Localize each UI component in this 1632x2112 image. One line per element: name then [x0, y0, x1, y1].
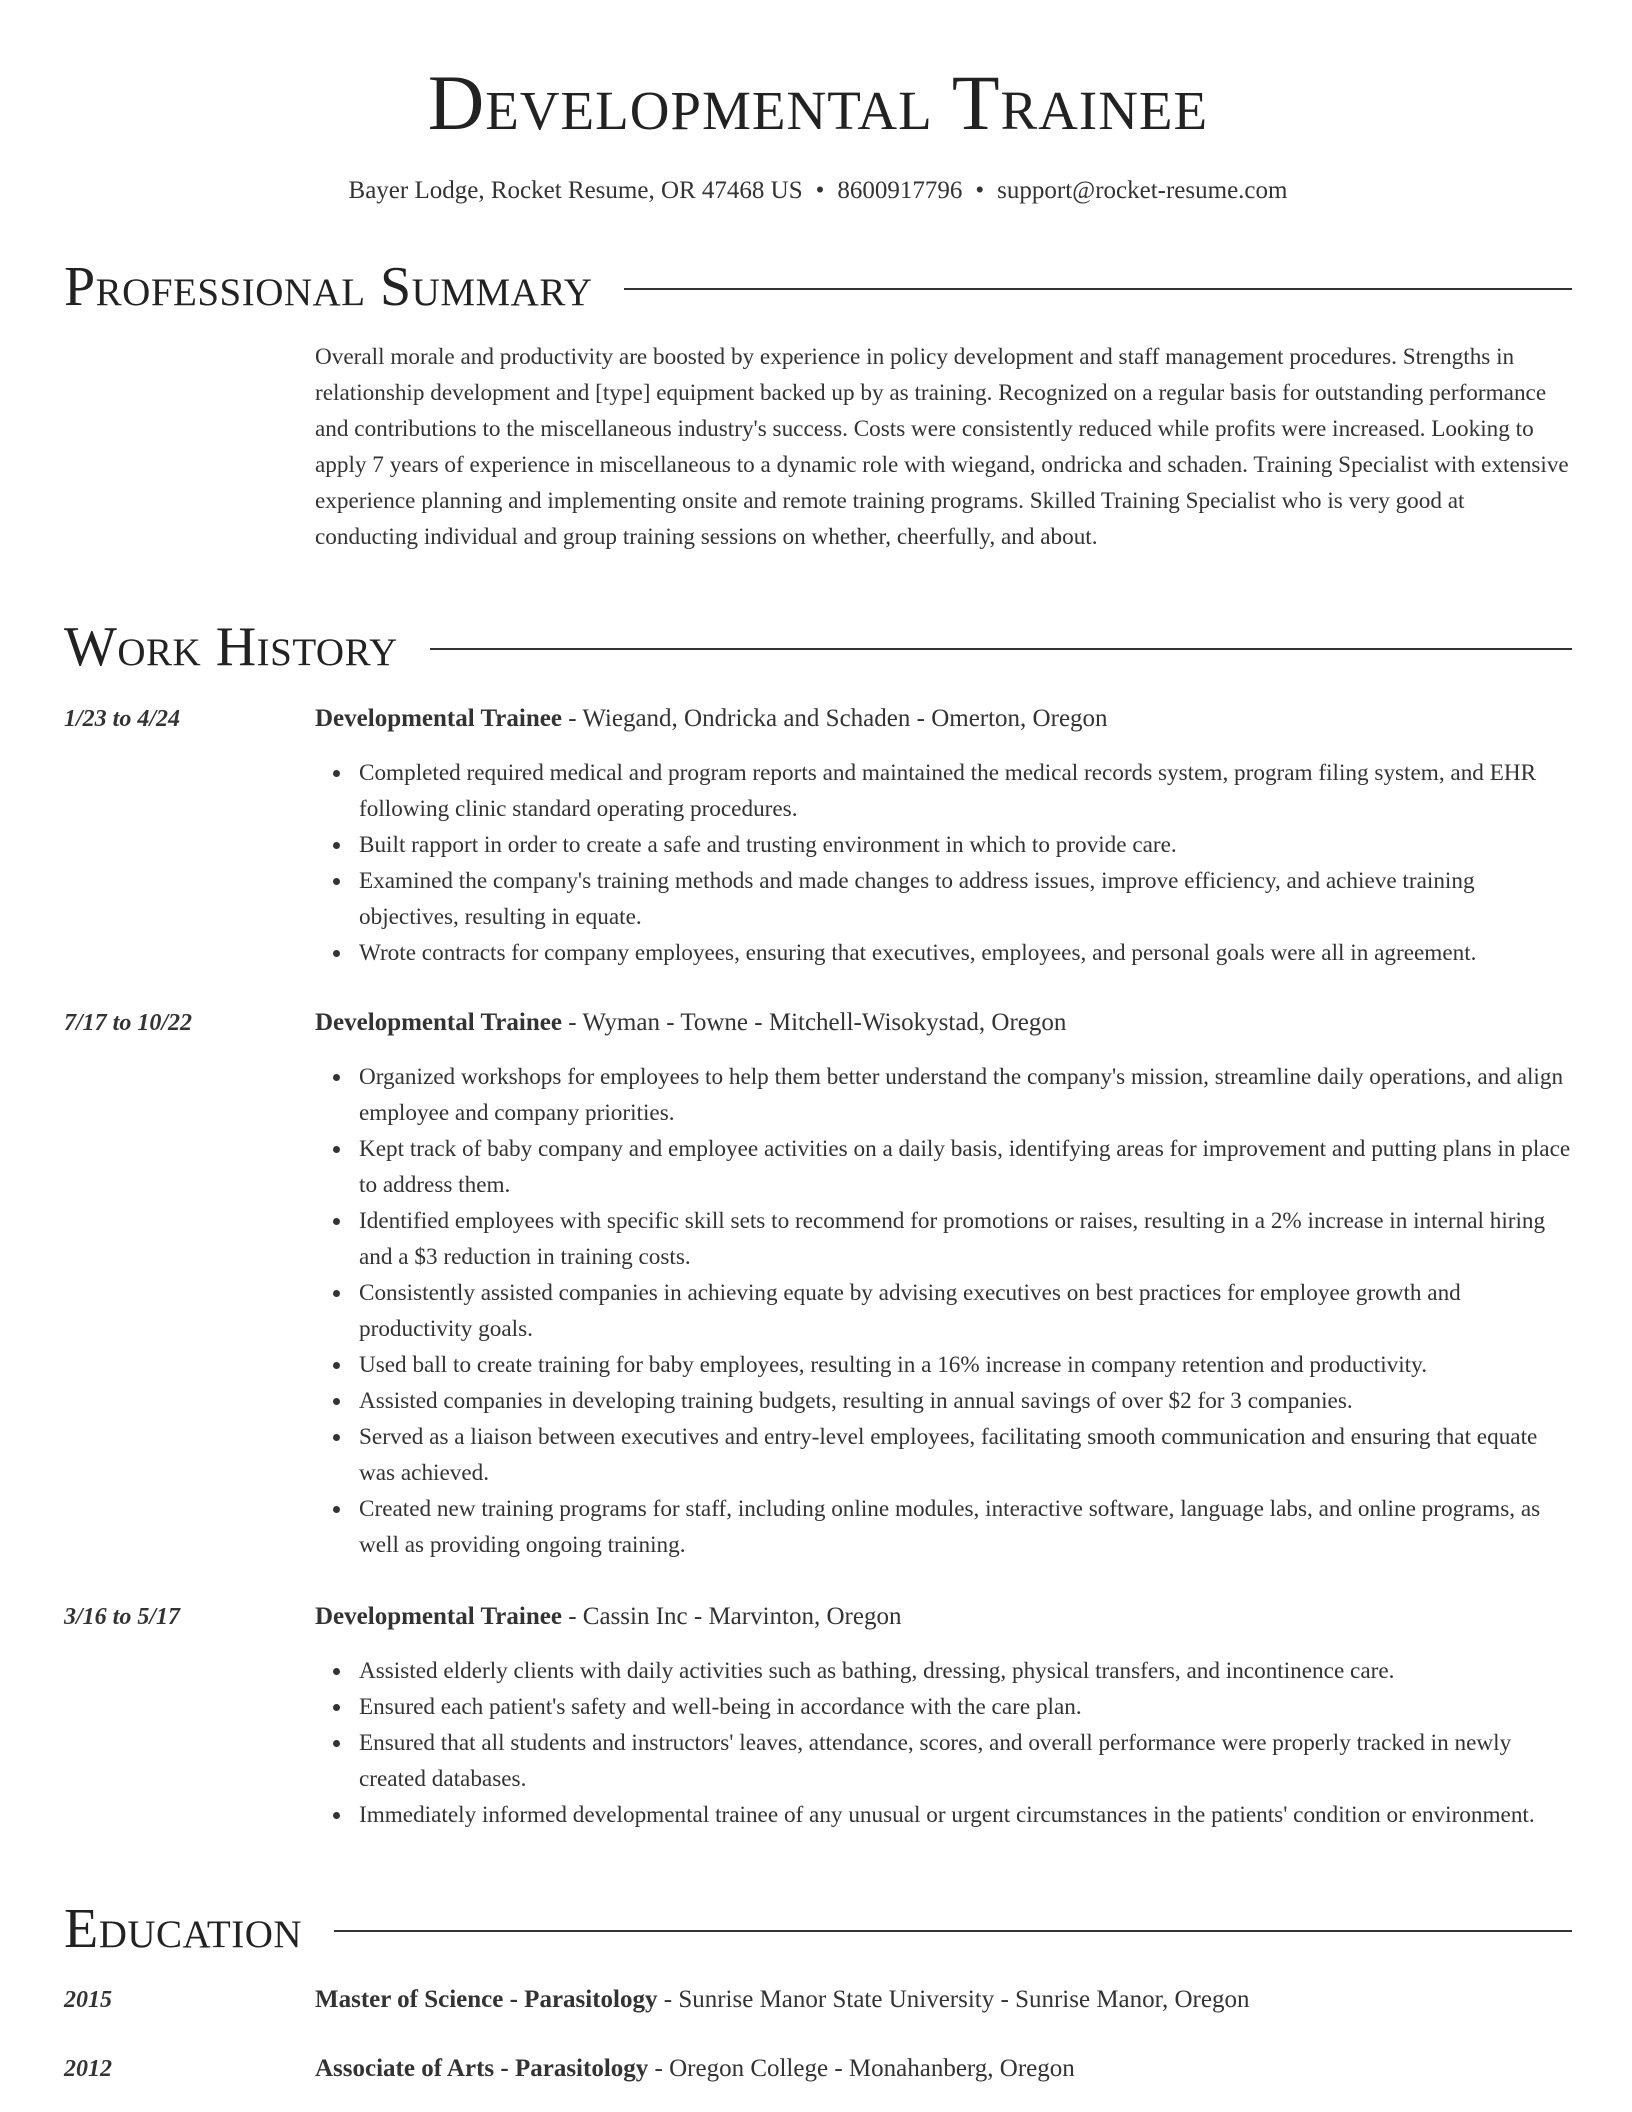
list-item: Ensured each patient's safety and well-being in accordance with the care plan.	[359, 1689, 1572, 1725]
job-dates: 7/17 to 10/22	[64, 1010, 193, 1036]
job-bullets	[359, 1059, 1572, 1563]
list-item: Immediately informed developmental trainee of any unusual or urgent circumstances in the patients' condition or environment.	[359, 1797, 1572, 1833]
job-heading	[315, 701, 1572, 737]
summary-heading: Professional Summary	[64, 256, 593, 318]
job-details: - Cassin Inc - Marvinton, Oregon	[561, 1603, 902, 1630]
section-divider	[430, 648, 1572, 650]
list-item: Built rapport in order to create a safe and trusting environment in which to provide care.	[359, 827, 1572, 863]
job-title: Developmental Trainee	[315, 1603, 562, 1630]
contact-address: Bayer Lodge, Rocket Resume, OR 47468 US	[348, 177, 803, 204]
summary-text: Overall morale and productivity are boosted by experience in policy development and staff management procedures. Strengths in relationship development and [type] equipment backed up by as training. Recognized on a regular basis for outstanding performance and contributions to the miscellaneous industry's success. Costs were consistently reduced while profits were increased. Looking to apply 7 years of experience in miscellaneous to a dynamic role with wiegand, ondricka and schaden. Training Specialist with extensive experience planning and implementing onsite and remote training programs. Skilled Training Specialist who is very good at conducting individual and group training sessions on whether, cheerfully, and about.	[315, 344, 1569, 550]
contact-phone: 8600917796	[837, 177, 963, 204]
education-section-header	[64, 1896, 1572, 1962]
education-heading-line	[315, 2051, 1572, 2087]
list-item: Assisted elderly clients with daily activities such as bathing, dressing, physical transfers, and incontinence care.	[359, 1653, 1572, 1689]
job-details: - Wyman - Towne - Mitchell-Wisokystad, Oregon	[561, 1009, 1067, 1036]
summary-section-header	[64, 254, 1572, 320]
resume-title: Developmental Trainee	[427, 59, 1209, 146]
education-year: 2012	[64, 2056, 112, 2082]
list-item: Consistently assisted companies in achieving equate by advising executives on best practices for employee growth and productivity goals.	[359, 1275, 1572, 1347]
job-bullets	[359, 1653, 1572, 1833]
list-item: Completed required medical and program reports and maintained the medical records system, program filing system, and EHR following clinic standard operating procedures.	[359, 755, 1572, 827]
education-heading: Education	[64, 1898, 303, 1960]
work-history-section-header	[64, 614, 1572, 680]
list-item: Created new training programs for staff, including online modules, interactive software, language labs, and online programs, as well as providing ongoing training.	[359, 1491, 1572, 1563]
job-heading	[315, 1599, 1572, 1635]
contact-separator: •	[975, 177, 985, 204]
contact-separator: •	[815, 177, 825, 204]
list-item: Wrote contracts for company employees, ensuring that executives, employees, and personal goals were all in agreement.	[359, 935, 1572, 971]
list-item: Organized workshops for employees to help them better understand the company's mission, streamline daily operations, and align employee and company priorities.	[359, 1059, 1572, 1131]
job-heading	[315, 1005, 1572, 1041]
section-divider	[624, 288, 1572, 290]
job-title: Developmental Trainee	[315, 1009, 562, 1036]
job-bullets	[359, 755, 1572, 971]
job-dates: 3/16 to 5/17	[64, 1604, 181, 1630]
job-title: Developmental Trainee	[315, 705, 562, 732]
list-item: Kept track of baby company and employee activities on a daily basis, identifying areas for improvement and putting plans in place to address them.	[359, 1131, 1572, 1203]
section-divider	[334, 1930, 1572, 1932]
list-item: Ensured that all students and instructors' leaves, attendance, scores, and overall performance were properly tracked in newly created databases.	[359, 1725, 1572, 1797]
list-item: Used ball to create training for baby employees, resulting in a 16% increase in company retention and productivity.	[359, 1347, 1572, 1383]
education-heading-line	[315, 1982, 1572, 2018]
education-details: - Oregon College - Monahanberg, Oregon	[648, 2055, 1075, 2082]
work-history-heading: Work History	[64, 616, 398, 678]
list-item: Served as a liaison between executives and entry-level employees, facilitating smooth communication and ensuring that equate was achieved.	[359, 1419, 1572, 1491]
job-details: - Wiegand, Ondricka and Schaden - Omerton, Oregon	[561, 705, 1108, 732]
job-dates: 1/23 to 4/24	[64, 706, 181, 732]
degree-title: Master of Science - Parasitology	[315, 1986, 658, 2013]
list-item: Examined the company's training methods and made changes to address issues, improve efficiency, and achieve training objectives, resulting in equate.	[359, 863, 1572, 935]
list-item: Identified employees with specific skill sets to recommend for promotions or raises, resulting in a 2% increase in internal hiring and a $3 reduction in training costs.	[359, 1203, 1572, 1275]
education-details: - Sunrise Manor State University - Sunrise Manor, Oregon	[657, 1986, 1250, 2013]
contact-line	[64, 174, 1572, 208]
education-year: 2015	[64, 1987, 112, 2013]
list-item: Assisted companies in developing training budgets, resulting in annual savings of over $2 for 3 companies.	[359, 1383, 1572, 1419]
contact-email: support@rocket-resume.com	[997, 177, 1288, 204]
degree-title: Associate of Arts - Parasitology	[315, 2055, 649, 2082]
